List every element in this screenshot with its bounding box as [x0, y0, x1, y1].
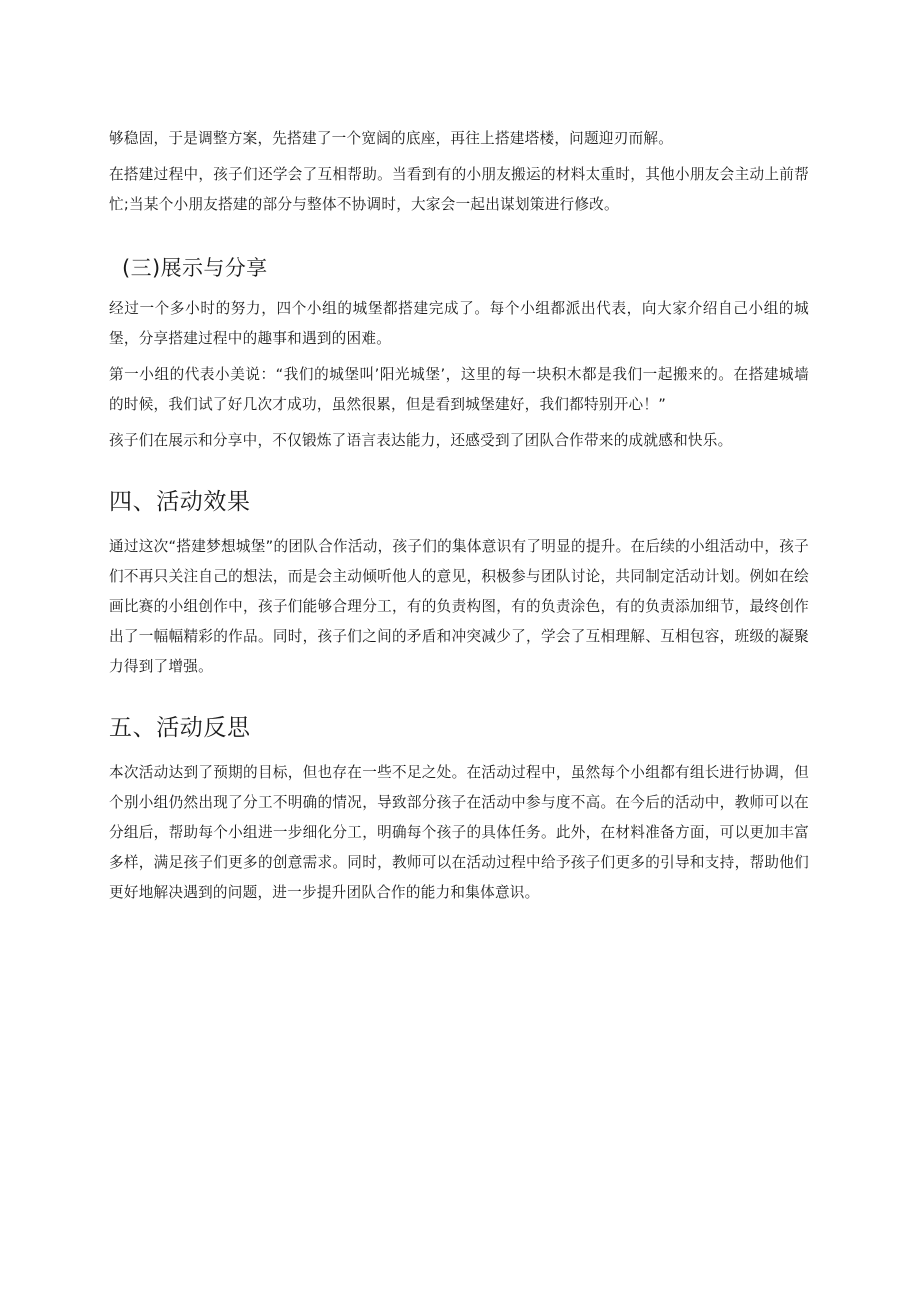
- paragraph-castles-completed: 经过一个多小时的努力，四个小组的城堡都搭建完成了。每个小组都派出代表，向大家介绍自己小组的城堡，分享搭建过程中的趣事和遇到的困难。: [109, 300, 809, 347]
- paragraph-construction-end: 够稳固，于是调整方案，先搭建了一个宽阔的底座，再往上搭建塔楼，问题迎刃而解。: [109, 130, 674, 147]
- paragraph-activity-reflection: 本次活动达到了预期的目标，但也存在一些不足之处。在活动过程中，虽然每个小组都有组长进行协调，但个别小组仍然出现了分工不明确的情况，导致部分孩子在活动中参与度不高。在今后的活动中，教师可以在分组后，帮助每个小组进一步细化分工，明确每个孩子的具体任务。此外，在材料准备方面，可以更加丰富多样，满足孩子们更多的创意需求。同时，教师可以在活动过程中给予孩子们更多的引导和支持，帮助他们更好地解决遇到的问题，进一步提升团队合作的能力和集体意识。: [109, 764, 809, 901]
- paragraph-xiaomei-quote: 第一小组的代表小美说：“我们的城堡叫’阳光城堡’，这里的每一块积木都是我们一起搬来的。在搭建城墙的时候，我们试了好几次才成功，虽然很累，但是看到城堡建好，我们都特别开心！”: [109, 366, 809, 413]
- section-heading-activity-reflection: 五、活动反思: [109, 715, 251, 741]
- paragraph-activity-effect: 通过这次“搭建梦想城堡”的团队合作活动，孩子们的集体意识有了明显的提升。在后续的小组活动中，孩子们不再只关注自己的想法，而是会主动倾听他人的意见，积极参与团队讨论，共同制定活动计划。例如在绘画比赛的小组创作中，孩子们能够合理分工，有的负责构图，有的负责涂色，有的负责添加细节，最终创作出了一幅幅精彩的作品。同时，孩子们之间的矛盾和冲突减少了，学会了互相理解、互相包容，班级的凝聚力得到了增强。: [109, 538, 809, 675]
- paragraph-sharing-benefits: 孩子们在展示和分享中，不仅锻炼了语言表达能力，还感受到了团队合作带来的成就感和快乐。: [109, 432, 733, 449]
- section-heading-activity-effect: 四、活动效果: [109, 489, 251, 515]
- document-body: [109, 124, 809, 914]
- paragraph-mutual-help: 在搭建过程中，孩子们还学会了互相帮助。当看到有的小朋友搬运的材料太重时，其他小朋友会主动上前帮忙;当某个小朋友搭建的部分与整体不协调时，大家会一起出谋划策进行修改。: [109, 166, 809, 213]
- subheading-show-and-share: (三)展示与分享: [122, 256, 268, 280]
